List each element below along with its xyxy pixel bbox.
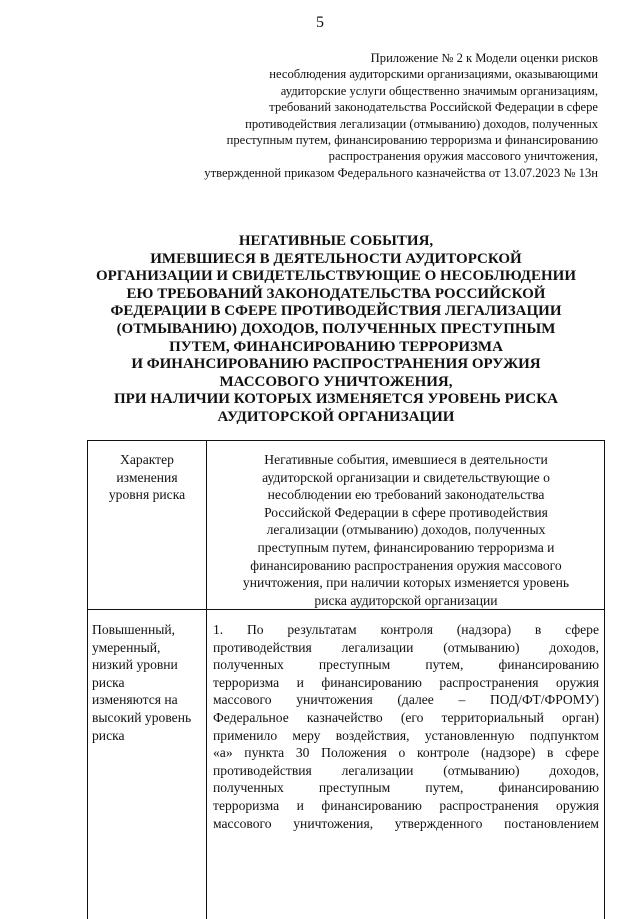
row-cell-event-description [213,621,599,832]
row-cell-risk-level [92,621,204,744]
header-right-line: Негативные события, имевшиеся в деятельности [264,452,548,467]
row-right-line: противодействия легализации (отмыванию) доходов, [213,639,599,655]
appendix-line: утвержденной приказом Федерального казначейства от 13.07.2023 № 13н [204,165,598,180]
appendix-line: несоблюдения аудиторскими организациями, оказывающими [269,67,598,82]
column-divider [206,441,207,919]
row-left-line: риска [92,727,125,743]
title-line: И ФИНАНСИРОВАНИЮ РАСПРОСТРАНЕНИЯ ОРУЖИЯ [131,356,541,373]
row-right-line: применило меру воздействия, установленную подпунктом [213,727,599,743]
row-right-line: терроризма и финансированию распространения оружия [213,674,599,690]
header-right-line: преступным путем, финансированию терроризма и [257,539,555,555]
header-right-line: финансированию распространения оружия массового [250,557,562,573]
row-right-line: массового уничтожения (далее – ПОД/ФТ/ФРОМУ) [213,692,599,708]
title-line: (ОТМЫВАНИЮ) ДОХОДОВ, ПОЛУЧЕННЫХ ПРЕСТУПНЫМ [116,320,556,337]
row-right-line: 1. По результатам контроля (надзора) в сфере [213,622,599,637]
title-line: ФЕДЕРАЦИИ В СФЕРЕ ПРОТИВОДЕЙСТВИЯ ЛЕГАЛИЗАЦИИ [110,303,562,320]
title-line: НЕГАТИВНЫЕ СОБЫТИЯ, [238,233,434,249]
appendix-line: аудиторские услуги общественно значимым организациям, [280,83,598,98]
row-left-line: умеренный, [92,639,161,655]
appendix-line: Приложение № 2 к Модели оценки рисков [370,51,598,65]
row-left-line: низкий уровни [92,657,178,673]
header-right-line: аудиторской организации и свидетельствующие о [262,469,550,485]
appendix-line: преступным путем, финансированию терроризма и финансированию [226,133,598,148]
row-left-line: изменяются на [92,692,178,708]
title-line: ПРИ НАЛИЧИИ КОТОРЫХ ИЗМЕНЯЕТСЯ УРОВЕНЬ РИСКА [114,391,558,408]
title-line: ОРГАНИЗАЦИИ И СВИДЕТЕЛЬСТВУЮЩИЕ О НЕСОБЛЮДЕНИИ [95,268,576,285]
row-left-line: Повышенный, [92,622,176,637]
header-cell-negative-events [208,451,604,609]
row-right-line: полученных преступным путем, финансированию [213,780,599,796]
row-right-line: полученных преступным путем, финансированию [213,657,599,673]
row-left-line: риска [92,674,125,690]
row-right-line: противодействия легализации (отмыванию) доходов, [213,762,599,778]
header-left-line: Характер [120,452,174,467]
row-right-line: массового уничтожения, утвержденного постановлением [213,815,599,831]
header-right-line: несоблюдении ею требований законодательства [267,487,545,503]
header-right-line: риска аудиторской организации [314,592,498,608]
appendix-line: распространения оружия массового уничтожения, [328,149,598,164]
row-right-line: Федеральное казначейство (его территориальный орган) [213,709,599,725]
title-line: ПУТЕМ, ФИНАНСИРОВАНИЮ ТЕРРОРИЗМА [169,338,503,355]
header-right-line: Российской Федерации в сфере противодействия [264,504,548,520]
title-line: ЕЮ ТРЕБОВАНИЙ ЗАКОНОДАТЕЛЬСТВА РОССИЙСКОЙ [126,285,546,302]
row-right-line: «а» пункта 30 Положения о контроле (надзоре) в сфере [213,745,599,761]
document-title [0,233,640,427]
header-left-line: изменения [116,469,178,485]
appendix-line: требований законодательства Российской Федерации в сфере [269,100,598,115]
page-number: 5 [316,14,324,31]
header-left-line: уровня риска [108,487,186,503]
row-left-line: высокий уровень [92,709,192,725]
header-right-line: уничтожения, при наличии которых изменяется уровень [242,575,570,591]
title-line: МАССОВОГО УНИЧТОЖЕНИЯ, [219,373,453,390]
title-line: ИМЕВШИЕСЯ В ДЕЯТЕЛЬНОСТИ АУДИТОРСКОЙ [150,250,522,267]
appendix-reference [158,50,598,181]
row-right-line: терроризма и финансированию распространения оружия [213,797,599,813]
risk-events-table [87,440,605,919]
header-cell-risk-change [88,451,206,504]
title-line: АУДИТОРСКОЙ ОРГАНИЗАЦИИ [217,408,455,425]
appendix-line: противодействия легализации (отмыванию) доходов, полученных [245,116,598,131]
header-right-line: легализации (отмыванию) доходов, полученных [266,522,546,538]
